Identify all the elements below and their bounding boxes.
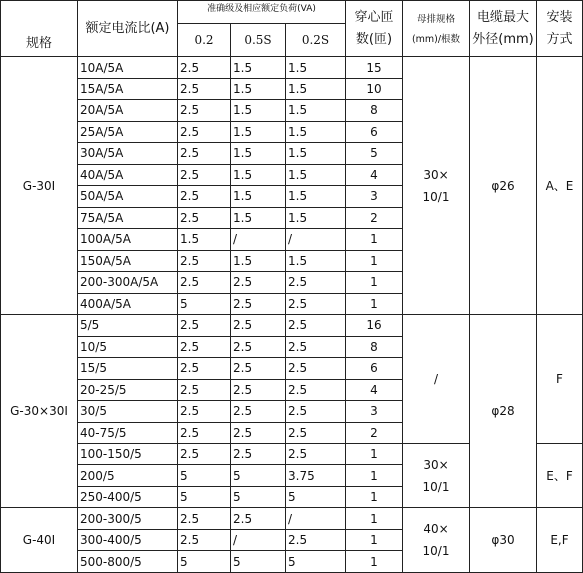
accuracy-02-cell: 2.5 bbox=[178, 100, 231, 121]
busbar-cell-line2: 10/1 bbox=[422, 189, 450, 204]
accuracy-05s-cell: 2.5 bbox=[231, 443, 286, 464]
ratio-cell: 200/5 bbox=[78, 465, 178, 486]
turns-cell: 15 bbox=[346, 57, 403, 78]
turns-cell: 1 bbox=[346, 293, 403, 314]
header-install bbox=[537, 1, 583, 57]
busbar-cell-line1: 30× bbox=[423, 167, 449, 182]
accuracy-02-cell: 2.5 bbox=[178, 207, 231, 228]
ratio-cell: 40A/5A bbox=[78, 164, 178, 185]
header-cable-line1: 电缆最大 bbox=[476, 9, 529, 25]
accuracy-05s-cell: 2.5 bbox=[231, 336, 286, 357]
ratio-cell: 50A/5A bbox=[78, 186, 178, 207]
ratio-cell: 100-150/5 bbox=[78, 443, 178, 464]
accuracy-02s-cell: 2.5 bbox=[286, 443, 346, 464]
turns-cell: 4 bbox=[346, 379, 403, 400]
cable-cell: φ26 bbox=[470, 57, 537, 315]
install-cell: F bbox=[537, 315, 583, 444]
accuracy-05s-cell: 1.5 bbox=[231, 186, 286, 207]
accuracy-02-cell: 5 bbox=[178, 551, 231, 573]
accuracy-02s-cell: 3.75 bbox=[286, 465, 346, 486]
turns-cell: 6 bbox=[346, 358, 403, 379]
accuracy-02s-cell: 1.5 bbox=[286, 57, 346, 78]
accuracy-02s-cell: 1.5 bbox=[286, 100, 346, 121]
turns-cell: 1 bbox=[346, 465, 403, 486]
accuracy-02s-cell: 5 bbox=[286, 551, 346, 573]
ratio-cell: 15A/5A bbox=[78, 78, 178, 99]
accuracy-05s-cell: 5 bbox=[231, 465, 286, 486]
model-cell: G-30I bbox=[1, 57, 78, 315]
accuracy-05s-cell: / bbox=[231, 229, 286, 250]
turns-cell: 2 bbox=[346, 207, 403, 228]
busbar-cell bbox=[403, 57, 470, 315]
accuracy-02s-cell: 1.5 bbox=[286, 143, 346, 164]
header-busbar bbox=[403, 1, 470, 57]
accuracy-02s-cell: 2.5 bbox=[286, 315, 346, 336]
accuracy-02s-cell: 2.5 bbox=[286, 401, 346, 422]
accuracy-02s-cell: 5 bbox=[286, 486, 346, 507]
accuracy-02-cell: 1.5 bbox=[178, 229, 231, 250]
accuracy-05s-cell: 1.5 bbox=[231, 143, 286, 164]
accuracy-02-cell: 2.5 bbox=[178, 315, 231, 336]
accuracy-02s-cell: 1.5 bbox=[286, 164, 346, 185]
accuracy-02-cell: 5 bbox=[178, 293, 231, 314]
accuracy-02-cell: 2.5 bbox=[178, 272, 231, 293]
install-cell: E、F bbox=[537, 443, 583, 507]
busbar-cell-line2: 10/1 bbox=[422, 479, 450, 494]
ratio-cell: 10/5 bbox=[78, 336, 178, 357]
accuracy-05s-cell: 1.5 bbox=[231, 121, 286, 142]
ratio-cell: 400A/5A bbox=[78, 293, 178, 314]
accuracy-02-cell: 2.5 bbox=[178, 529, 231, 550]
table-body bbox=[1, 1, 583, 573]
ratio-cell: 20-25/5 bbox=[78, 379, 178, 400]
accuracy-05s-cell: 2.5 bbox=[231, 422, 286, 443]
header-cable-line2: 外径(mm) bbox=[472, 31, 534, 47]
accuracy-02s-cell: 2.5 bbox=[286, 336, 346, 357]
ratio-cell: 5/5 bbox=[78, 315, 178, 336]
turns-cell: 1 bbox=[346, 529, 403, 550]
accuracy-02s-cell: 2.5 bbox=[286, 272, 346, 293]
turns-cell: 4 bbox=[346, 164, 403, 185]
accuracy-05s-cell: 1.5 bbox=[231, 164, 286, 185]
install-cell: E,F bbox=[537, 508, 583, 573]
busbar-cell-line1: 40× bbox=[423, 522, 449, 537]
header-install-line2: 方式 bbox=[546, 31, 573, 47]
accuracy-05s-cell: 5 bbox=[231, 486, 286, 507]
header-model: 规格 bbox=[1, 1, 78, 57]
header-turns-line2: 数(匝) bbox=[355, 31, 393, 47]
accuracy-05s-cell: 2.5 bbox=[231, 272, 286, 293]
header-acc-02s: 0.2S bbox=[286, 23, 346, 57]
accuracy-05s-cell: 5 bbox=[231, 551, 286, 573]
ratio-cell: 200-300A/5A bbox=[78, 272, 178, 293]
accuracy-05s-cell: 1.5 bbox=[231, 78, 286, 99]
accuracy-02s-cell: 1.5 bbox=[286, 121, 346, 142]
header-busbar-line2: (mm)/根数 bbox=[411, 33, 461, 45]
header-acc-02: 0.2 bbox=[178, 23, 231, 57]
header-turns-line1: 穿心匝 bbox=[354, 9, 394, 25]
accuracy-02-cell: 2.5 bbox=[178, 443, 231, 464]
accuracy-05s-cell: 2.5 bbox=[231, 358, 286, 379]
accuracy-02-cell: 5 bbox=[178, 486, 231, 507]
install-cell: A、E bbox=[537, 57, 583, 315]
header-busbar-line1: 母排规格 bbox=[416, 13, 455, 25]
accuracy-05s-cell: 2.5 bbox=[231, 508, 286, 529]
header-cable bbox=[470, 1, 537, 57]
ratio-cell: 25A/5A bbox=[78, 121, 178, 142]
header-install-line1: 安装 bbox=[546, 9, 573, 25]
turns-cell: 16 bbox=[346, 315, 403, 336]
ratio-cell: 300-400/5 bbox=[78, 529, 178, 550]
accuracy-02s-cell: 2.5 bbox=[286, 379, 346, 400]
table-row bbox=[1, 508, 583, 529]
accuracy-02s-cell: 2.5 bbox=[286, 529, 346, 550]
busbar-cell-line2: 10/1 bbox=[422, 544, 450, 559]
accuracy-02s-cell: / bbox=[286, 508, 346, 529]
turns-cell: 10 bbox=[346, 78, 403, 99]
ratio-cell: 200-300/5 bbox=[78, 508, 178, 529]
accuracy-02-cell: 2.5 bbox=[178, 401, 231, 422]
accuracy-02-cell: 2.5 bbox=[178, 508, 231, 529]
busbar-cell-line1: 30× bbox=[423, 457, 449, 472]
accuracy-02-cell: 2.5 bbox=[178, 379, 231, 400]
accuracy-02-cell: 5 bbox=[178, 465, 231, 486]
accuracy-02s-cell: 1.5 bbox=[286, 186, 346, 207]
turns-cell: 1 bbox=[346, 443, 403, 464]
turns-cell: 1 bbox=[346, 508, 403, 529]
ratio-cell: 10A/5A bbox=[78, 57, 178, 78]
accuracy-05s-cell: / bbox=[231, 529, 286, 550]
accuracy-02-cell: 2.5 bbox=[178, 186, 231, 207]
turns-cell: 1 bbox=[346, 272, 403, 293]
accuracy-05s-cell: 1.5 bbox=[231, 207, 286, 228]
busbar-cell bbox=[403, 443, 470, 507]
header-row-1 bbox=[1, 1, 583, 24]
table-row bbox=[1, 57, 583, 78]
turns-cell: 3 bbox=[346, 401, 403, 422]
accuracy-02-cell: 2.5 bbox=[178, 422, 231, 443]
accuracy-05s-cell: 2.5 bbox=[231, 401, 286, 422]
accuracy-02s-cell: 1.5 bbox=[286, 78, 346, 99]
turns-cell: 3 bbox=[346, 186, 403, 207]
turns-cell: 1 bbox=[346, 551, 403, 573]
accuracy-02s-cell: 2.5 bbox=[286, 422, 346, 443]
cable-cell: φ28 bbox=[470, 315, 537, 508]
ratio-cell: 30/5 bbox=[78, 401, 178, 422]
accuracy-02s-cell: 1.5 bbox=[286, 207, 346, 228]
header-acc-05s: 0.5S bbox=[231, 23, 286, 57]
accuracy-02-cell: 2.5 bbox=[178, 57, 231, 78]
accuracy-05s-cell: 1.5 bbox=[231, 100, 286, 121]
turns-cell: 1 bbox=[346, 486, 403, 507]
model-cell: G-30×30I bbox=[1, 315, 78, 508]
accuracy-02s-cell: 2.5 bbox=[286, 293, 346, 314]
ratio-cell: 20A/5A bbox=[78, 100, 178, 121]
ratio-cell: 40-75/5 bbox=[78, 422, 178, 443]
accuracy-02-cell: 2.5 bbox=[178, 336, 231, 357]
turns-cell: 6 bbox=[346, 121, 403, 142]
accuracy-02-cell: 2.5 bbox=[178, 143, 231, 164]
ratio-cell: 30A/5A bbox=[78, 143, 178, 164]
ratio-cell: 15/5 bbox=[78, 358, 178, 379]
turns-cell: 5 bbox=[346, 143, 403, 164]
accuracy-02-cell: 2.5 bbox=[178, 164, 231, 185]
accuracy-02-cell: 2.5 bbox=[178, 78, 231, 99]
busbar-cell bbox=[403, 508, 470, 573]
turns-cell: 2 bbox=[346, 422, 403, 443]
accuracy-05s-cell: 2.5 bbox=[231, 293, 286, 314]
ratio-cell: 100A/5A bbox=[78, 229, 178, 250]
accuracy-05s-cell: 2.5 bbox=[231, 315, 286, 336]
accuracy-05s-cell: 2.5 bbox=[231, 379, 286, 400]
table-row bbox=[1, 315, 583, 336]
accuracy-05s-cell: 1.5 bbox=[231, 57, 286, 78]
accuracy-02s-cell: 1.5 bbox=[286, 250, 346, 271]
accuracy-02-cell: 2.5 bbox=[178, 358, 231, 379]
cable-cell: φ30 bbox=[470, 508, 537, 573]
ratio-cell: 250-400/5 bbox=[78, 486, 178, 507]
accuracy-05s-cell: 1.5 bbox=[231, 250, 286, 271]
turns-cell: 8 bbox=[346, 100, 403, 121]
ratio-cell: 75A/5A bbox=[78, 207, 178, 228]
turns-cell: 1 bbox=[346, 250, 403, 271]
turns-cell: 1 bbox=[346, 229, 403, 250]
ratio-cell: 150A/5A bbox=[78, 250, 178, 271]
header-turns bbox=[346, 1, 403, 57]
accuracy-02-cell: 2.5 bbox=[178, 250, 231, 271]
accuracy-02-cell: 2.5 bbox=[178, 121, 231, 142]
turns-cell: 8 bbox=[346, 336, 403, 357]
accuracy-02s-cell: 2.5 bbox=[286, 358, 346, 379]
header-ratio: 额定电流比(A) bbox=[78, 1, 178, 57]
header-accuracy-group: 准确级及相应额定负荷(VA) bbox=[178, 1, 346, 24]
busbar-cell: / bbox=[403, 315, 470, 444]
accuracy-02s-cell: / bbox=[286, 229, 346, 250]
ratio-cell: 500-800/5 bbox=[78, 551, 178, 573]
model-cell: G-40I bbox=[1, 508, 78, 573]
